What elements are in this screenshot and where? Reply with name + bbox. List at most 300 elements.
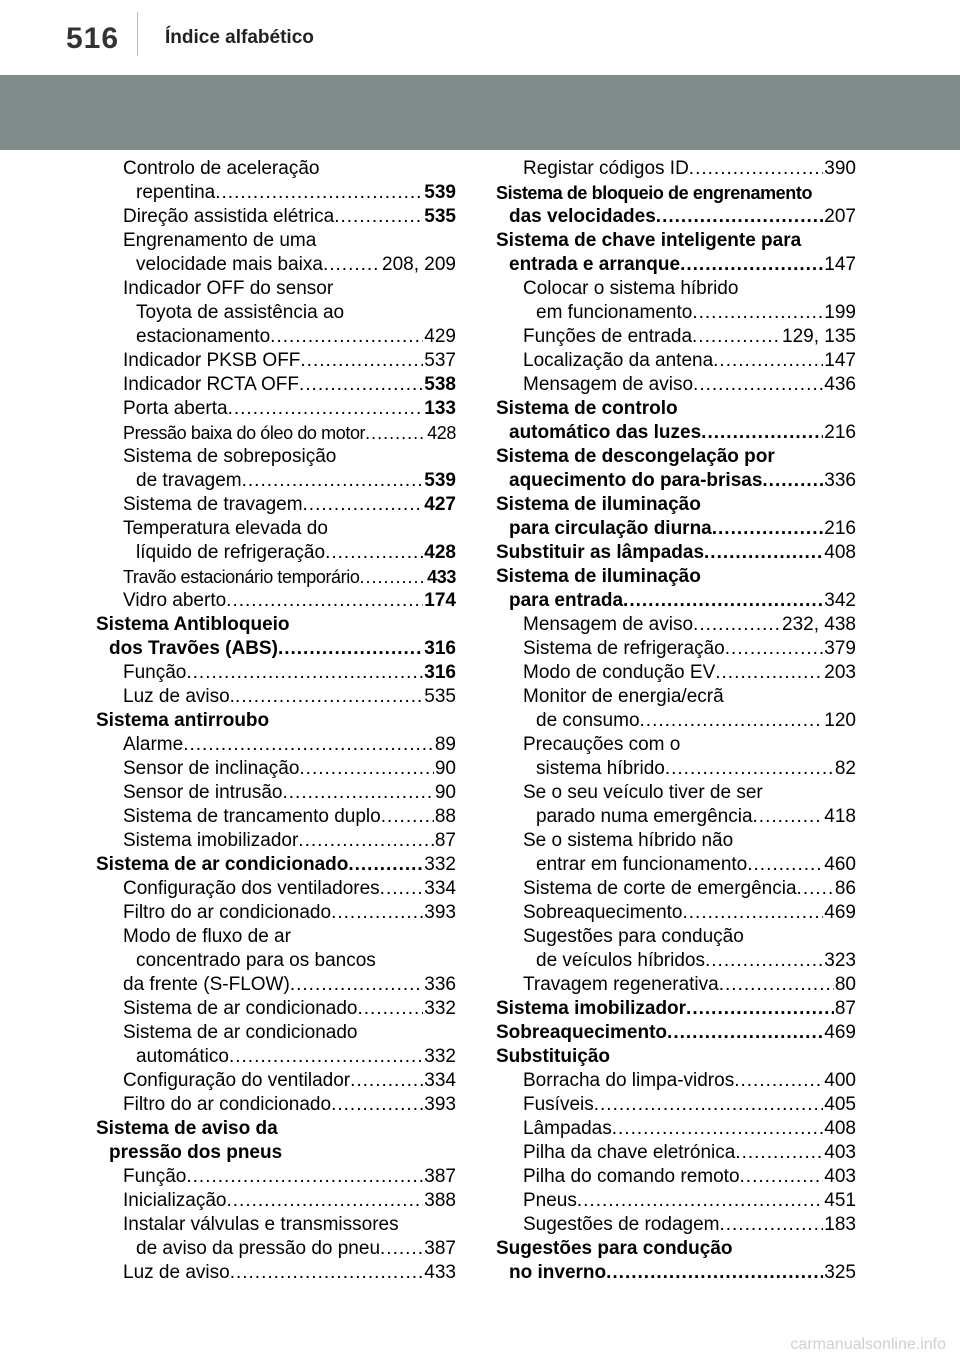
index-entry <box>496 973 856 997</box>
index-term: Mensagem de aviso <box>523 374 694 395</box>
page-reference: 535 <box>424 686 456 707</box>
index-term: Pneus <box>523 1190 577 1211</box>
index-entry <box>96 541 456 565</box>
index-entry <box>496 997 856 1021</box>
index-term: Pilha do comando remoto <box>523 1166 740 1187</box>
page-header <box>0 0 960 64</box>
index-term: Sistema imobilizador <box>123 830 299 851</box>
page-reference: 428 <box>424 542 456 563</box>
index-term: para entrada <box>509 590 624 611</box>
index-term: Sugestões para condução <box>523 926 744 947</box>
index-term: Substituição <box>496 1046 611 1067</box>
dot-leader <box>348 853 423 877</box>
index-entry <box>496 1069 856 1093</box>
page-reference: 82 <box>834 758 856 779</box>
index-entry <box>496 493 856 517</box>
dot-leader <box>719 973 834 997</box>
header-band <box>0 75 960 150</box>
dot-leader <box>290 973 423 997</box>
index-term: Registar códigos ID <box>523 158 689 179</box>
index-entry <box>96 877 456 901</box>
index-term: Toyota de assistência ao <box>136 302 345 323</box>
index-entry <box>496 709 856 733</box>
dot-leader <box>667 1021 823 1045</box>
dot-leader <box>299 757 433 781</box>
index-term: Se o seu veículo tiver de ser <box>523 782 763 803</box>
index-term: dos Travões (ABS) <box>109 638 278 659</box>
index-term: Sistema de travagem <box>123 494 303 515</box>
page-reference: 80 <box>834 974 856 995</box>
index-entry <box>96 493 456 517</box>
index-entry <box>496 1141 856 1165</box>
page-number: 516 <box>66 22 120 55</box>
index-entry <box>496 661 856 685</box>
index-entry <box>96 661 456 685</box>
index-entry <box>96 325 456 349</box>
index-entry <box>96 181 456 205</box>
index-entry <box>496 301 856 325</box>
dot-leader <box>229 1045 423 1069</box>
index-term: Sistema de bloqueio de engrenamento <box>496 183 813 203</box>
index-entry <box>496 877 856 901</box>
index-term: Sistema de ar condicionado <box>123 1022 358 1043</box>
index-entry <box>96 685 456 709</box>
index-term: Travagem regenerativa <box>523 974 719 995</box>
dot-leader <box>242 469 424 493</box>
index-entry <box>496 1045 856 1069</box>
index-entry <box>96 805 456 829</box>
index-term: Indicador PKSB OFF <box>123 350 301 371</box>
dot-leader <box>712 517 824 541</box>
dot-leader <box>705 949 823 973</box>
page-reference: 89 <box>434 734 456 755</box>
index-term: Borracha do limpa-vidros <box>523 1070 735 1091</box>
page-reference: 316 <box>424 662 456 683</box>
dot-leader <box>227 1189 424 1213</box>
index-entry <box>96 589 456 613</box>
index-entry <box>96 517 456 541</box>
index-entry <box>496 781 856 805</box>
index-entry <box>496 901 856 925</box>
index-term: Luz de aviso. <box>123 686 235 707</box>
index-term: Substituir as lâmpadas <box>496 542 705 563</box>
dot-leader <box>334 205 423 229</box>
index-entry <box>496 565 856 589</box>
index-entry <box>496 445 856 469</box>
index-term: automático das luzes <box>509 422 702 443</box>
dot-leader <box>713 349 823 373</box>
index-term: Sugestões de rodagem <box>523 1214 720 1235</box>
page-reference: 393 <box>424 1094 456 1115</box>
page-reference: 336 <box>824 470 856 491</box>
index-entry <box>96 277 456 301</box>
page-reference: 323 <box>824 950 856 971</box>
index-term: da frente (S-FLOW) <box>123 974 290 995</box>
index-entry <box>96 1237 456 1261</box>
index-term: Sobreaquecimento <box>523 902 683 923</box>
index-entry <box>96 901 456 925</box>
index-term: Sensor de inclinação <box>123 758 300 779</box>
page-reference: 469 <box>824 1022 856 1043</box>
index-entry <box>496 1213 856 1237</box>
page-reference: 408 <box>824 1118 856 1139</box>
index-entry <box>496 397 856 421</box>
index-entry <box>96 781 456 805</box>
dot-leader <box>725 637 824 661</box>
index-entry <box>96 445 456 469</box>
index-term: Pressão baixa do óleo do motor <box>123 423 366 443</box>
page-reference: 387 <box>424 1238 456 1259</box>
dot-leader <box>331 901 423 925</box>
dot-leader <box>686 997 834 1021</box>
index-entry <box>496 253 856 277</box>
index-term: Sensor de intrusão <box>123 782 283 803</box>
index-term: Direção assistida elétrica <box>123 206 335 227</box>
index-term: Temperatura elevada do <box>123 518 328 539</box>
page-reference: 334 <box>424 1070 456 1091</box>
dot-leader <box>299 373 423 397</box>
index-entry <box>496 1261 856 1285</box>
page-reference: 393 <box>424 902 456 923</box>
dot-leader <box>226 589 423 613</box>
dot-leader <box>692 301 823 325</box>
index-term: entrada e arranque <box>509 254 681 275</box>
index-term: Travão estacionário temporário <box>123 567 360 587</box>
index-term: Sistema imobilizador <box>496 998 687 1019</box>
index-entry <box>496 733 856 757</box>
dot-leader <box>278 637 423 661</box>
index-entry <box>496 349 856 373</box>
page-reference: 90 <box>434 758 456 779</box>
index-term: Sistema de trancamento duplo <box>123 806 381 827</box>
index-term: Fusíveis <box>523 1094 594 1115</box>
dot-leader <box>357 997 423 1021</box>
page-reference: 418 <box>824 806 856 827</box>
page-reference: 183 <box>824 1214 856 1235</box>
index-term: Instalar válvulas e transmissores <box>123 1214 399 1235</box>
index-entry <box>96 469 456 493</box>
index-entry <box>96 709 456 733</box>
page-reference: 86 <box>834 878 856 899</box>
dot-leader <box>689 157 824 181</box>
dot-leader <box>350 1069 423 1093</box>
index-entry <box>496 205 856 229</box>
index-term: Sistema de aviso da <box>96 1118 278 1139</box>
section-title: Índice alfabético <box>165 27 314 48</box>
index-entry <box>96 1045 456 1069</box>
index-entry <box>96 853 456 877</box>
index-entry <box>496 949 856 973</box>
index-term: pressão dos pneus <box>109 1142 283 1163</box>
index-term: Sistema de ar condicionado <box>123 998 358 1019</box>
index-column-left <box>96 157 456 1285</box>
index-term: Precauções com o <box>523 734 681 755</box>
dot-leader <box>303 493 424 517</box>
page-reference: 342 <box>824 590 856 611</box>
index-term: Sistema Antibloqueio <box>96 614 290 635</box>
index-entry <box>496 1117 856 1141</box>
index-term: Se o sistema híbrido não <box>523 830 734 851</box>
index-term: no inverno <box>509 1262 607 1283</box>
index-term: parado numa emergência <box>536 806 753 827</box>
dot-leader <box>612 1117 824 1141</box>
dot-leader <box>692 325 781 349</box>
index-entry <box>96 301 456 325</box>
page-reference: 433 <box>427 567 456 587</box>
dot-leader <box>381 805 434 829</box>
dot-leader <box>623 589 823 613</box>
index-entry <box>96 253 456 277</box>
page-reference: 208, 209 <box>382 254 456 275</box>
index-term: Controlo de aceleração <box>123 158 320 179</box>
index-entry <box>96 949 456 973</box>
index-term: Filtro do ar condicionado <box>123 1094 332 1115</box>
index-column-right <box>496 157 856 1285</box>
index-entry <box>496 613 856 637</box>
index-entry <box>96 613 456 637</box>
index-entry <box>496 1021 856 1045</box>
index-entry <box>96 925 456 949</box>
index-entry <box>496 829 856 853</box>
index-entry <box>96 829 456 853</box>
page-reference: 336 <box>424 974 456 995</box>
index-term: automático <box>136 1046 229 1067</box>
dot-leader <box>734 1069 823 1093</box>
page-reference: 403 <box>824 1142 856 1163</box>
page-reference: 90 <box>434 782 456 803</box>
index-entry <box>496 181 856 205</box>
page-reference: 427 <box>424 494 456 515</box>
index-entry <box>96 973 456 997</box>
index-term: Modo de condução EV <box>523 662 716 683</box>
index-term: Sobreaquecimento <box>496 1022 668 1043</box>
index-term: Luz de aviso <box>123 1262 230 1283</box>
page-reference: 147 <box>824 254 856 275</box>
index-entry <box>96 421 456 445</box>
index-entry <box>496 541 856 565</box>
page-reference: 535 <box>424 206 456 227</box>
index-term: Monitor de energia/ecrã <box>523 686 724 707</box>
index-term: Sistema de corte de emergência <box>523 878 797 899</box>
index-term: Pilha da chave eletrónica <box>523 1142 736 1163</box>
index-entry <box>496 757 856 781</box>
dot-leader <box>735 1141 823 1165</box>
index-entry <box>96 637 456 661</box>
dot-leader <box>701 421 823 445</box>
page-reference: 332 <box>424 1046 456 1067</box>
page-reference: 390 <box>824 158 856 179</box>
index-term: Inicialização <box>123 1190 227 1211</box>
dot-leader <box>704 541 823 565</box>
dot-leader <box>215 181 423 205</box>
index-term: Função <box>123 1166 187 1187</box>
page-reference: 325 <box>824 1262 856 1283</box>
dot-leader <box>665 757 834 781</box>
page-reference: 88 <box>434 806 456 827</box>
page-reference: 87 <box>434 830 456 851</box>
page-reference: 539 <box>424 182 456 203</box>
index-term: Indicador OFF do sensor <box>123 278 334 299</box>
index-entry <box>96 349 456 373</box>
index-term: de veículos híbridos <box>536 950 705 971</box>
page-reference: 232, 438 <box>782 614 856 635</box>
index-entry <box>96 997 456 1021</box>
index-entry <box>496 469 856 493</box>
index-entry <box>496 1093 856 1117</box>
dot-leader <box>365 421 426 445</box>
page-reference: 428 <box>427 423 456 443</box>
index-term: Vidro aberto <box>123 590 227 611</box>
index-entry <box>496 517 856 541</box>
index-term: repentina <box>136 182 216 203</box>
dot-leader <box>753 805 824 829</box>
page-reference: 537 <box>424 350 456 371</box>
page-reference: 334 <box>424 878 456 899</box>
index-entry <box>96 565 456 589</box>
index-term: Sistema de sobreposição <box>123 446 337 467</box>
page-reference: 216 <box>824 422 856 443</box>
dot-leader <box>797 877 834 901</box>
dot-leader <box>606 1261 823 1285</box>
page-reference: 539 <box>424 470 456 491</box>
page-reference: 332 <box>424 998 456 1019</box>
dot-leader <box>693 373 823 397</box>
header-divider <box>137 12 138 56</box>
dot-leader <box>640 709 824 733</box>
page-reference: 403 <box>824 1166 856 1187</box>
index-term: aquecimento do para-brisas <box>509 470 763 491</box>
index-term: Sistema de iluminação <box>496 566 701 587</box>
index-term: Porta aberta <box>123 398 228 419</box>
dot-leader <box>186 661 423 685</box>
dot-leader <box>283 781 434 805</box>
index-entry <box>96 397 456 421</box>
watermark: carmanualsonline.info <box>790 1336 946 1353</box>
index-term: de travagem <box>136 470 242 491</box>
dot-leader <box>747 853 823 877</box>
index-term: para circulação diurna <box>509 518 712 539</box>
index-entry <box>96 373 456 397</box>
page-reference: 316 <box>424 638 456 659</box>
index-term: Sistema de controlo <box>496 398 678 419</box>
dot-leader <box>380 877 424 901</box>
index-term: Sugestões para condução <box>496 1238 733 1259</box>
page-reference: 469 <box>824 902 856 923</box>
index-entry <box>496 925 856 949</box>
dot-leader <box>235 685 423 709</box>
index-term: Sistema de chave inteligente para <box>496 230 802 251</box>
dot-leader <box>680 253 823 277</box>
index-entry <box>96 205 456 229</box>
dot-leader <box>380 1237 423 1261</box>
index-term: entrar em funcionamento <box>536 854 748 875</box>
index-entry <box>96 1165 456 1189</box>
index-entry <box>496 421 856 445</box>
index-entry <box>496 589 856 613</box>
page-reference: 207 <box>824 206 856 227</box>
index-term: Alarme <box>123 734 184 755</box>
index-entry <box>496 229 856 253</box>
page-reference: 120 <box>824 710 856 731</box>
index-term: de consumo <box>536 710 640 731</box>
index-term: Mensagem de aviso <box>523 614 694 635</box>
dot-leader <box>270 325 423 349</box>
index-term: Lâmpadas <box>523 1118 612 1139</box>
index-term: Localização da antena <box>523 350 714 371</box>
index-term: Sistema de iluminação <box>496 494 701 515</box>
index-term: Configuração do ventilador <box>123 1070 351 1091</box>
dot-leader <box>325 541 423 565</box>
page-reference: 133 <box>424 398 456 419</box>
index-term: Sistema de descongelação por <box>496 446 775 467</box>
page-reference: 400 <box>824 1070 856 1091</box>
dot-leader <box>331 1093 423 1117</box>
page-reference: 174 <box>424 590 456 611</box>
dot-leader <box>762 469 823 493</box>
index-term: Funções de entrada <box>523 326 693 347</box>
index-entry <box>96 1117 456 1141</box>
index-entry <box>96 1093 456 1117</box>
page-reference: 408 <box>824 542 856 563</box>
page-reference: 433 <box>424 1262 456 1283</box>
page-reference: 388 <box>424 1190 456 1211</box>
index-entry <box>96 1213 456 1237</box>
page-reference: 451 <box>824 1190 856 1211</box>
index-entry <box>96 1141 456 1165</box>
index-entry <box>96 757 456 781</box>
dot-leader <box>594 1093 824 1117</box>
page-reference: 87 <box>834 998 856 1019</box>
index-entry <box>96 733 456 757</box>
page-reference: 332 <box>424 854 456 875</box>
index-entry <box>496 1189 856 1213</box>
index-term: sistema híbrido <box>536 758 665 779</box>
page-reference: 538 <box>424 374 456 395</box>
index-term: Sistema antirroubo <box>96 710 270 731</box>
dot-leader <box>683 901 824 925</box>
dot-leader <box>740 1165 824 1189</box>
dot-leader <box>186 1165 423 1189</box>
index-term: Filtro do ar condicionado <box>123 902 332 923</box>
index-entry <box>496 1237 856 1261</box>
index-entry <box>496 853 856 877</box>
index-entry <box>96 157 456 181</box>
dot-leader <box>323 253 381 277</box>
index-entry <box>496 157 856 181</box>
page-reference: 203 <box>824 662 856 683</box>
index-entry <box>496 373 856 397</box>
dot-leader <box>577 1189 823 1213</box>
index-term: em funcionamento <box>536 302 693 323</box>
index-term: Modo de fluxo de ar <box>123 926 291 947</box>
index-entry <box>496 325 856 349</box>
page-reference: 216 <box>824 518 856 539</box>
index-term: Engrenamento de uma <box>123 230 317 251</box>
page-reference: 387 <box>424 1166 456 1187</box>
index-term: Indicador RCTA OFF <box>123 374 299 395</box>
index-entry <box>496 637 856 661</box>
dot-leader <box>719 1213 823 1237</box>
dot-leader <box>300 349 423 373</box>
index-term: de aviso da pressão do pneu <box>136 1238 381 1259</box>
index-entry <box>496 1165 856 1189</box>
index-term: líquido de refrigeração <box>136 542 326 563</box>
dot-leader <box>183 733 434 757</box>
page-reference: 129, 135 <box>782 326 856 347</box>
index-term: das velocidades <box>509 206 656 227</box>
index-entry <box>96 1261 456 1285</box>
page-reference: 460 <box>824 854 856 875</box>
